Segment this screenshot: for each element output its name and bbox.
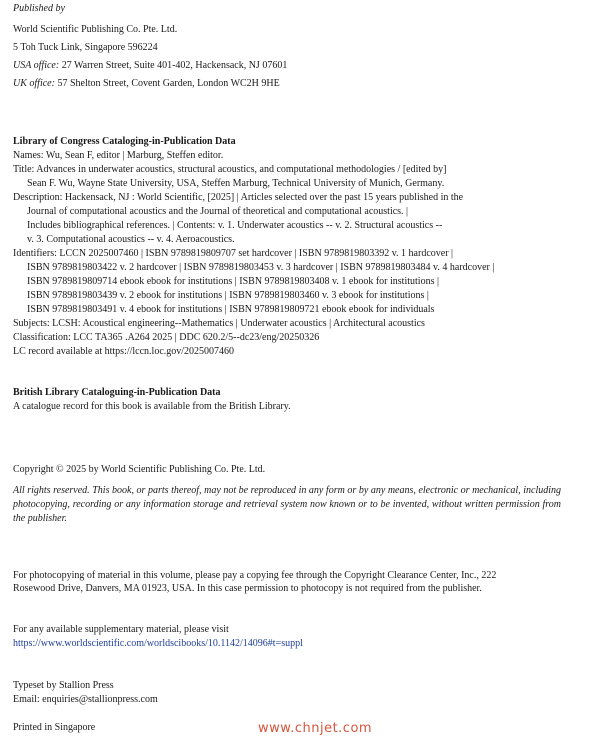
copyright-line: Copyright © 2025 by World Scientific Publishing Co. Pte. Ltd.	[13, 464, 266, 475]
british-library-heading: British Library Cataloguing-in-Publication Data	[13, 387, 221, 398]
supplementary-text: For any available supplementary material, please visit	[13, 624, 229, 635]
loc-line: Description: Hackensack, NJ : World Scientific, [2025] | Articles selected over the past 15 years published in the	[13, 192, 464, 203]
uk-office-label: UK office:	[13, 78, 55, 89]
loc-line: ISBN 9789819803491 v. 4 ebook for institutions | ISBN 9789819809721 ebook ebook for individuals	[27, 304, 435, 315]
british-library-text: A catalogue record for this book is available from the British Library.	[13, 401, 291, 412]
loc-line: Includes bibliographical references. | Contents: v. 1. Underwater acoustics -- v. 2. Structural acoustics --	[27, 220, 443, 231]
loc-line: v. 3. Computational acoustics -- v. 4. Aeroacoustics.	[27, 234, 235, 245]
watermark: www.chnjet.com	[258, 721, 373, 736]
loc-line: Sean F. Wu, Wayne State University, USA, Steffen Marburg, Technical University of Munich, Germany.	[27, 178, 445, 189]
usa-office-address: 27 Warren Street, Suite 401-402, Hackensack, NJ 07601	[61, 60, 288, 71]
usa-office	[13, 59, 287, 73]
loc-line: Title: Advances in underwater acoustics, structural acoustics, and computational methodologies / [edited by]	[13, 164, 447, 175]
uk-office-address: 57 Shelton Street, Covent Garden, London WC2H 9HE	[57, 78, 280, 89]
supplementary-link[interactable]: https://www.worldscientific.com/worldscibooks/10.1142/14096#t=suppl	[13, 638, 303, 649]
loc-line: ISBN 9789819809714 ebook ebook for institutions | ISBN 9789819803408 v. 1 ebook for institutions |	[27, 276, 439, 287]
printed-in: Printed in Singapore	[13, 722, 96, 733]
supplementary-link-row	[13, 637, 303, 651]
publisher-address: 5 Toh Tuck Link, Singapore 596224	[13, 42, 158, 53]
loc-line: Identifiers: LCCN 2025007460 | ISBN 9789819809707 set hardcover | ISBN 9789819803392 v. 1 hardcover |	[13, 248, 454, 259]
loc-line: ISBN 9789819803439 v. 2 ebook for institutions | ISBN 9789819803460 v. 3 ebook for institutions |	[27, 290, 429, 301]
published-by-label: Published by	[13, 3, 65, 14]
photocopy-line: For photocopying of material in this volume, please pay a copying fee through the Copyright Clearance Center, Inc., 222	[13, 570, 497, 581]
photocopy-line: Rosewood Drive, Danvers, MA 01923, USA. In this case permission to photocopy is not required from the publisher.	[13, 583, 482, 594]
publisher-name: World Scientific Publishing Co. Pte. Ltd.	[13, 24, 178, 35]
loc-line: Names: Wu, Sean F, editor | Marburg, Steffen editor.	[13, 150, 224, 161]
loc-line: Subjects: LCSH: Acoustical engineering--Mathematics | Underwater acoustics | Architectural acoustics	[13, 318, 425, 329]
typeset-email: Email: enquiries@stallionpress.com	[13, 694, 158, 705]
loc-line: Classification: LCC TA365 .A264 2025 | DDC 620.2/5--dc23/eng/20250326	[13, 332, 320, 343]
loc-line: LC record available at https://lccn.loc.gov/2025007460	[13, 346, 235, 357]
typeset-line: Typeset by Stallion Press	[13, 680, 114, 691]
loc-heading: Library of Congress Cataloging-in-Publication Data	[13, 136, 236, 147]
loc-line: ISBN 9789819803422 v. 2 hardcover | ISBN 9789819803453 v. 3 hardcover | ISBN 9789819803484 v. 4 hardcover |	[27, 262, 495, 273]
usa-office-label: USA office:	[13, 60, 60, 71]
uk-office	[13, 77, 280, 91]
loc-line: Journal of computational acoustics and the Journal of theoretical and computational acoustics. |	[27, 206, 409, 217]
rights-statement: All rights reserved. This book, or parts thereof, may not be reproduced in any form or by any means, electronic or mechanical, including photocopying, recording or any information storage and retrieval system now known or to be invented, without written permission from the publisher.	[13, 485, 561, 524]
